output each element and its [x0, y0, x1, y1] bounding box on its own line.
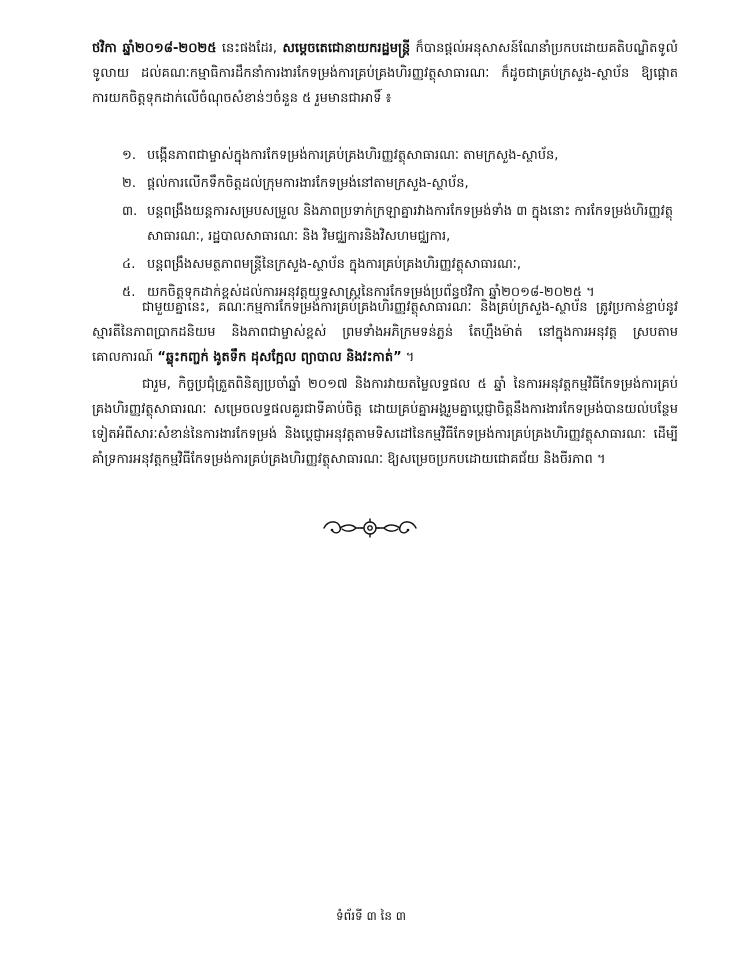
list-item-number: ១.: [122, 148, 136, 163]
list-item-text: បន្តពង្រឹងយន្តការសម្របសម្រួល និងភាពប្រទាក់ក្រឡាគ្នារវាងការកែទម្រង់ទាំង ៣ ក្នុងនោះ ការកែទម្រង់ហិរញ្ញវត្ថុសាធារណៈ, រដ្ឋបាលសាធារណៈ និង វិមជ្ឈការនិងវិសហមជ្ឈការ,: [147, 204, 674, 244]
paragraph-principles-part-a: ជាមួយគ្នានេះ, គណៈកម្មការកែទម្រង់ការគ្រប់គ្រងហិរញ្ញវត្ថុសាធារណៈ និងគ្រប់ក្រសួង-ស្ថាប័ន ត្រូវប្រកាន់ខ្ជាប់នូវស្មារតីនៃភាពប្រាកដនិយម និងភាពជាម្ចាស់ខ្ពស់ ព្រមទាំងអភិក្រមទន់ភ្លន់ តែហ្មឹងម៉ាត់ នៅក្នុងការអនុវត្ត ស្របតាមគោលការណ៍: [92, 300, 678, 365]
reform-slogan: “ឆ្លុះកញ្ចក់ ងូតទឹក ដុសក្អែល ព្យាបាល និងវះកាត់”: [157, 350, 402, 365]
khmer-divider-ornament-icon: [320, 516, 420, 540]
list-item-text: ផ្ដល់ការលើកទឹកចិត្តដល់ក្រុមការងារកែទម្រង់នៅតាមក្រសួង-ស្ថាប័ន,: [147, 176, 469, 191]
list-item: [92, 252, 678, 277]
list-item-number: ៤.: [122, 257, 136, 272]
paragraph-intro-part-a: នេះផងដែរ,: [216, 41, 283, 56]
paragraph-intro-part-b: ក៏បានផ្ដល់អនុសាសន៍ណែនាំប្រកបដោយគតិបណ្ឌិតទូលំទូលាយ ដល់គណៈកម្មាធិការដឹកនាំការងារកែទម្រង់ការគ្រប់គ្រងហិរញ្ញវត្ថុសាធារណៈ ក៏ដូចជាគ្រប់ក្រសួង-ស្ថាប័ន ឱ្យផ្ដោតការយកចិត្តទុកដាក់លើចំណុចសំខាន់ៗចំនួន ៥ រួមមានជាអាទិ៍ ៖: [92, 41, 678, 106]
list-item: [92, 171, 678, 196]
priority-list: [92, 143, 678, 308]
list-item-number: ២.: [122, 176, 136, 191]
paragraph-conclusion: ជារួម, កិច្ចប្រជុំត្រួតពិនិត្យប្រចាំឆ្នាំ ២០១៧ និងការវាយតម្លៃលទ្ធផល ៥ ឆ្នាំ នៃការអនុវត្តកម្មវិធីកែទម្រង់ការគ្រប់គ្រងហិរញ្ញវត្ថុសាធារណៈ សម្រេចលទ្ធផលគួរជាទីគាប់ចិត្ត ដោយគ្រប់គ្នាអង្គរួមគ្នាប្ដេជ្ញាចិត្តនឹងការងារកែទម្រង់បានយល់បន្ថែមទៀតអំពីសារៈសំខាន់នៃការងារកែទម្រង់ និងប្ដេជ្ញាអនុវត្តតាមទិសដៅនៃកម្មវិធីកែទម្រង់ការគ្រប់គ្រងហិរញ្ញវត្ថុសាធារណៈ ដើម្បីគាំទ្រការអនុវត្តកម្មវិធីកែទម្រង់ការគ្រប់គ្រងហិរញ្ញវត្ថុសាធារណៈ ឱ្យសម្រេចប្រកបដោយជោគជ័យ និងចីរភាព ។: [92, 377, 678, 467]
list-item-number: ៣.: [122, 204, 138, 219]
prime-minister-title: សម្ដេចតេជោនាយករដ្ឋមន្ត្រី: [282, 41, 411, 56]
paragraph-intro: [92, 36, 678, 111]
budget-period-heading: ថវិកា ឆ្នាំ២០១៨-២០២៥: [92, 41, 217, 56]
list-item: [92, 143, 678, 168]
list-item-text: បង្កើនភាពជាម្ចាស់ក្នុងការកែទម្រង់ការគ្រប់គ្រងហិរញ្ញវត្ថុសាធារណៈ តាមក្រសួង-ស្ថាប័ន,: [147, 148, 559, 163]
list-item: [92, 199, 678, 249]
list-item-text: យកចិត្តទុកដាក់ខ្ពស់ដល់ការអនុវត្តយុទ្ធសាស្ត្រនៃការកែទម្រង់ប្រព័ន្ធថវិកា ឆ្នាំ២០១៨-២០២៥ ។: [147, 285, 595, 300]
paragraph-principles-part-b: ។: [401, 350, 415, 365]
list-item-text: បន្តពង្រឹងសមត្ថភាពមន្ត្រីនៃក្រសួង-ស្ថាប័ន ក្នុងការគ្រប់គ្រងហិរញ្ញវត្ថុសាធារណៈ,: [147, 257, 521, 272]
list-item-number: ៥.: [122, 285, 136, 300]
paragraph-principles: [92, 295, 678, 370]
page-number: ទំព័រទី ៣ នៃ ៣: [335, 909, 407, 923]
